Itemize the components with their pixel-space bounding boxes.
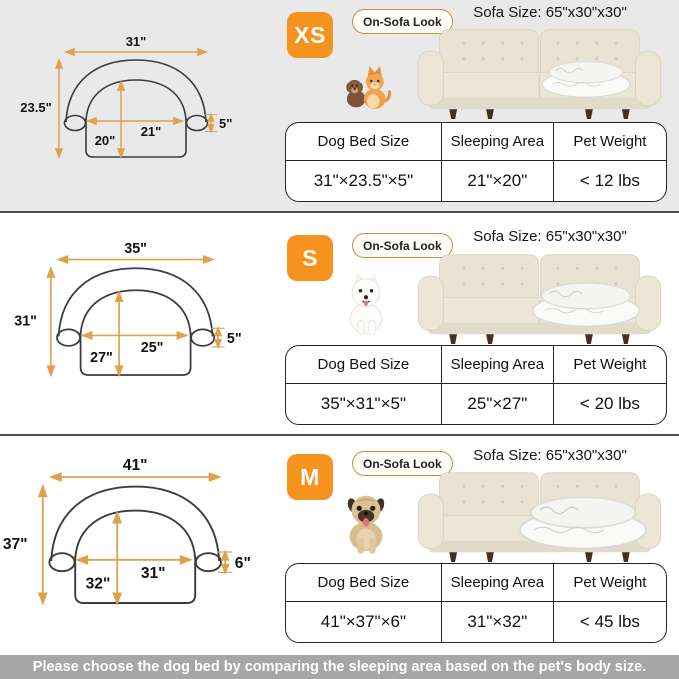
col-header-sleeping-area: Sleeping Area bbox=[442, 564, 554, 601]
size-badge-m: M bbox=[287, 454, 333, 500]
dimension-arrows bbox=[48, 256, 225, 375]
on-sofa-look-pill: On-Sofa Look bbox=[352, 9, 453, 34]
cell-sleeping-area: 31"×32" bbox=[442, 602, 554, 642]
pug-photo bbox=[337, 478, 395, 561]
bed-dimension-diagram-xs bbox=[0, 0, 280, 211]
bed-outline-drawing bbox=[65, 60, 208, 157]
col-header-dog-bed-size: Dog Bed Size bbox=[286, 564, 442, 601]
white-dog bbox=[350, 273, 381, 334]
size-table-m bbox=[285, 563, 667, 643]
dimension-arrows bbox=[39, 473, 232, 603]
section-m bbox=[0, 436, 679, 652]
dim-width-label: 41" bbox=[122, 456, 148, 474]
size-table-s bbox=[285, 345, 667, 425]
dim-inner-height-label: 20" bbox=[94, 133, 116, 148]
sofa-with-bed-photo bbox=[408, 465, 670, 562]
col-header-dog-bed-size: Dog Bed Size bbox=[286, 123, 442, 160]
cell-dog-bed-size: 35"×31"×5" bbox=[286, 384, 442, 424]
dim-height-label: 31" bbox=[14, 313, 37, 330]
cell-pet-weight: < 12 lbs bbox=[579, 171, 640, 190]
dim-inner-width-label: 21" bbox=[140, 124, 162, 139]
pug-dog bbox=[346, 496, 385, 554]
puppy bbox=[346, 80, 365, 108]
sofa-size-label: Sofa Size: 65"x30"x30" bbox=[473, 4, 627, 21]
pet-bed-on-sofa bbox=[542, 62, 630, 98]
bed-dimension-diagram-s bbox=[0, 213, 280, 434]
dim-bolster-label: 6" bbox=[234, 555, 251, 573]
dim-width-label: 31" bbox=[125, 34, 147, 49]
dim-width-label: 35" bbox=[124, 240, 147, 257]
white-pomeranian-photo bbox=[337, 263, 395, 342]
size-badge-s: S bbox=[287, 235, 333, 281]
col-header-dog-bed-size: Dog Bed Size bbox=[286, 346, 442, 383]
cell-sleeping-area: 21"×20" bbox=[442, 161, 554, 201]
sofa-body bbox=[418, 30, 661, 119]
section-xs bbox=[0, 0, 679, 213]
sofa-with-bed-photo bbox=[408, 22, 670, 119]
sofa-with-bed-photo bbox=[408, 247, 670, 344]
kitten-and-puppy-photo bbox=[337, 50, 397, 117]
pet-bed-on-sofa bbox=[533, 283, 640, 326]
dim-bolster-label: 5" bbox=[219, 116, 233, 131]
dim-bolster-label: 5" bbox=[226, 331, 242, 348]
section-s bbox=[0, 213, 679, 436]
kitten bbox=[364, 66, 390, 109]
col-header-sleeping-area: Sleeping Area bbox=[442, 123, 554, 160]
sofa-size-label: Sofa Size: 65"x30"x30" bbox=[473, 447, 627, 464]
col-header-pet-weight: Pet Weight bbox=[573, 356, 647, 373]
bed-outline-drawing bbox=[57, 268, 214, 375]
col-header-sleeping-area: Sleeping Area bbox=[442, 346, 554, 383]
dim-height-label: 23.5" bbox=[20, 100, 52, 115]
pet-bed-on-sofa bbox=[520, 497, 646, 548]
bed-outline-drawing bbox=[49, 487, 221, 603]
dim-inner-width-label: 25" bbox=[140, 339, 164, 356]
on-sofa-look-pill: On-Sofa Look bbox=[352, 451, 453, 476]
col-header-pet-weight: Pet Weight bbox=[573, 574, 647, 591]
dim-inner-height-label: 32" bbox=[85, 575, 111, 593]
on-sofa-look-pill: On-Sofa Look bbox=[352, 233, 453, 258]
bed-dimension-diagram-m bbox=[0, 436, 280, 652]
dim-height-label: 37" bbox=[2, 536, 28, 553]
cell-sleeping-area: 25"×27" bbox=[442, 384, 554, 424]
cell-pet-weight: < 20 lbs bbox=[579, 394, 640, 413]
sofa-size-label: Sofa Size: 65"x30"x30" bbox=[473, 228, 627, 245]
cell-dog-bed-size: 31"×23.5"×5" bbox=[286, 161, 442, 201]
cell-dog-bed-size: 41"×37"×6" bbox=[286, 602, 442, 642]
size-badge-xs: XS bbox=[287, 12, 333, 58]
dimension-arrows bbox=[56, 49, 217, 157]
size-table-xs bbox=[285, 122, 667, 202]
cell-pet-weight: < 45 lbs bbox=[579, 612, 640, 631]
dim-inner-width-label: 31" bbox=[140, 564, 166, 582]
col-header-pet-weight: Pet Weight bbox=[573, 133, 647, 150]
dim-inner-height-label: 27" bbox=[90, 349, 113, 366]
footer-note-banner: Please choose the dog bed by comparing the sleeping area based on the pet's body size. bbox=[0, 655, 679, 679]
